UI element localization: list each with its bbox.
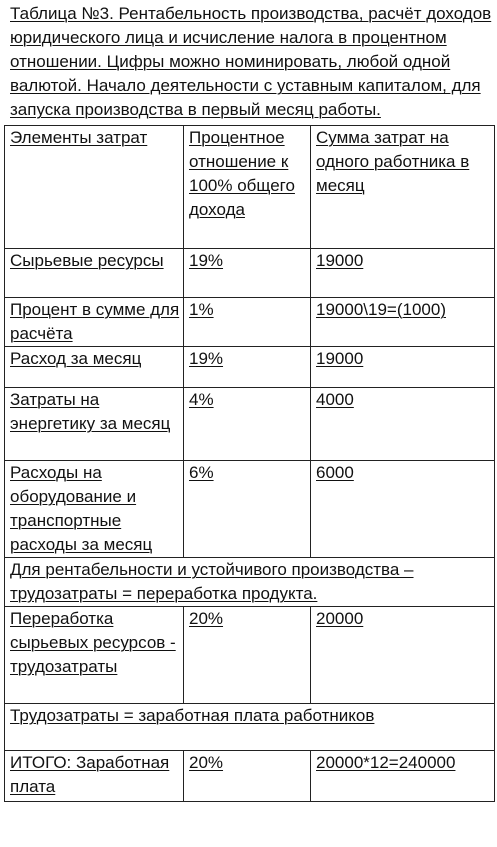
cost-table (4, 125, 495, 802)
row-amount: 6000 (311, 461, 495, 558)
table-row (5, 347, 495, 388)
total-amount: 20000*12=240000 (311, 751, 495, 802)
row-label: Сырьевые ресурсы (5, 249, 184, 298)
row-label: Процент в сумме для расчёта (5, 298, 184, 347)
table-span-row (5, 704, 495, 751)
span-note-profitability: Для рентабельности и устойчивого производства – трудозатраты = переработка продукта. (5, 558, 495, 607)
document-page (4, 0, 494, 802)
document-title: Таблица №3. Рентабельность производства, расчёт доходов юридического лица и исчисление налога в процентном отношении. Цифры можно номинировать, любой одной валютой. Начало деятельности с уставным капиталом, для запуска производства в первый месяц работы. (10, 4, 492, 119)
row-amount: 19000 (311, 347, 495, 388)
total-label: ИТОГО: Заработная плата (5, 751, 184, 802)
row-label: Расход за месяц (5, 347, 184, 388)
table-header-row (5, 126, 495, 249)
row-percent: 1% (184, 298, 311, 347)
row-label: Затраты на энергетику за месяц (5, 388, 184, 461)
row-amount: 20000 (311, 607, 495, 704)
table-row (5, 461, 495, 558)
table-row (5, 298, 495, 347)
table-total-row (5, 751, 495, 802)
total-percent: 20% (184, 751, 311, 802)
row-percent: 19% (184, 249, 311, 298)
row-percent: 19% (184, 347, 311, 388)
row-amount: 4000 (311, 388, 495, 461)
header-amount: Сумма затрат на одного работника в месяц (311, 126, 495, 249)
span-note-labor: Трудозатраты = заработная плата работников (5, 704, 495, 751)
row-percent: 4% (184, 388, 311, 461)
table-row (5, 607, 495, 704)
row-label: Расходы на оборудование и транспортные расходы за месяц (5, 461, 184, 558)
row-label: Переработка сырьевых ресурсов - трудозатраты (5, 607, 184, 704)
table-span-row (5, 558, 495, 607)
header-percent: Процентное отношение к 100% общего дохода (184, 126, 311, 249)
row-percent: 20% (184, 607, 311, 704)
row-amount: 19000 (311, 249, 495, 298)
row-amount: 19000\19=(1000) (311, 298, 495, 347)
header-cost-elements: Элементы затрат (5, 126, 184, 249)
table-row (5, 249, 495, 298)
table-row (5, 388, 495, 461)
row-percent: 6% (184, 461, 311, 558)
